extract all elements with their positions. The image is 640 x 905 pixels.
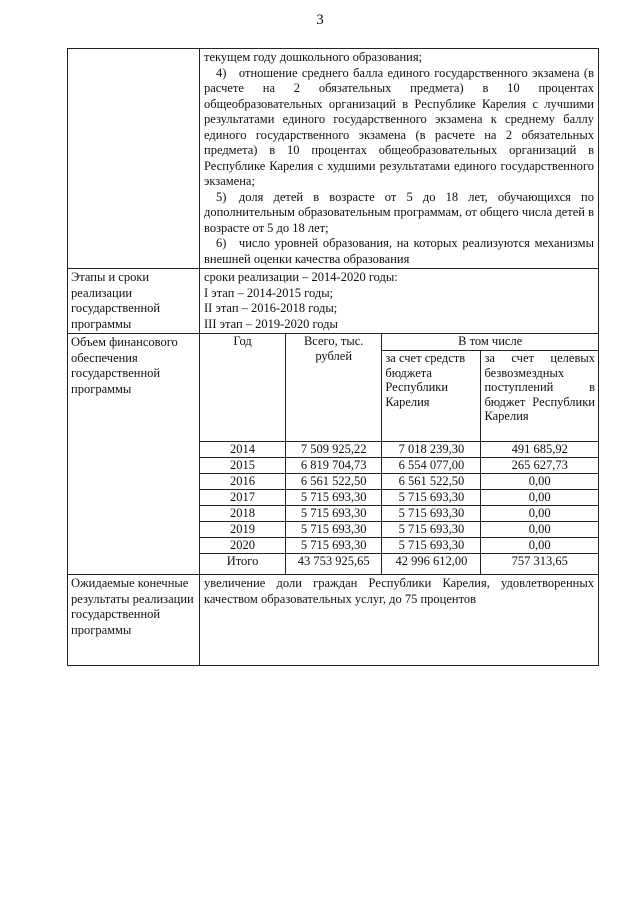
stages-content-cell xyxy=(200,269,599,334)
total-cell: 6 561 522,50 xyxy=(286,474,382,490)
grants-cell: 0,00 xyxy=(481,490,598,506)
total-cell: 5 715 693,30 xyxy=(286,490,382,506)
total-row-label: Итого xyxy=(200,554,286,575)
col-header-including: В том числе xyxy=(382,334,598,351)
col-header-budget: за счет средств бюджета Республики Карелия xyxy=(382,351,481,442)
total-cell: 7 509 925,22 xyxy=(286,442,382,458)
indicator-line-0: текущем году дошкольного образования; xyxy=(204,50,423,64)
results-label: Ожидаемые конечные результаты реализации государственной программы xyxy=(68,575,200,666)
stages-label: Этапы и сроки реализации государственной программы xyxy=(68,269,200,334)
total-row-grants: 757 313,65 xyxy=(481,554,598,575)
year-cell: 2020 xyxy=(200,538,286,554)
stages-row xyxy=(68,269,599,334)
passport-table xyxy=(67,48,599,666)
finance-data-row xyxy=(200,442,598,458)
col-header-total: Всего, тыс. рублей xyxy=(286,334,382,442)
year-cell: 2017 xyxy=(200,490,286,506)
finance-data-row xyxy=(200,458,598,474)
stages-line-1: сроки реализации – 2014-2020 годы: xyxy=(204,270,398,284)
results-content-cell xyxy=(200,575,599,666)
finance-data-row xyxy=(200,490,598,506)
indicator-item-5: 5) доля детей в возрасте от 5 до 18 лет, обучающихся по дополнительным образовательным программам, от общего числа детей в возрасте от 5 до 18 лет; xyxy=(204,189,594,235)
year-cell: 2018 xyxy=(200,506,286,522)
indicator-item-6: 6) число уровней образования, на которых реализуются механизмы внешней оценки качества образования xyxy=(204,236,594,266)
total-row-budget: 42 996 612,00 xyxy=(382,554,481,575)
year-cell: 2015 xyxy=(200,458,286,474)
finance-total-row xyxy=(200,554,598,575)
finance-data-row xyxy=(200,506,598,522)
col-header-grants: за счет целевых безвозмездных поступлений в бюджет Республики Карелия xyxy=(481,351,598,442)
grants-cell: 0,00 xyxy=(481,538,598,554)
results-row xyxy=(68,575,599,666)
finance-table xyxy=(200,334,598,574)
page-number: 3 xyxy=(316,12,324,28)
budget-cell: 5 715 693,30 xyxy=(382,522,481,538)
finance-data-row xyxy=(200,474,598,490)
finance-data-row xyxy=(200,538,598,554)
stages-line-4: III этап – 2019-2020 годы xyxy=(204,316,338,331)
results-text: увеличение доли граждан Республики Карелия, удовлетворенных качеством образовательных услуг, до 75 процентов xyxy=(204,576,594,606)
finance-content-cell xyxy=(200,334,599,575)
grants-cell: 0,00 xyxy=(481,522,598,538)
budget-cell: 6 554 077,00 xyxy=(382,458,481,474)
year-cell: 2016 xyxy=(200,474,286,490)
stages-line-3: II этап – 2016-2018 годы; xyxy=(204,301,338,315)
col-header-year: Год xyxy=(200,334,286,442)
stages-line-2: I этап – 2014-2015 годы; xyxy=(204,285,334,300)
indicators-label-cell xyxy=(68,49,200,269)
total-cell: 5 715 693,30 xyxy=(286,522,382,538)
total-cell: 5 715 693,30 xyxy=(286,538,382,554)
finance-row xyxy=(68,334,599,575)
budget-cell: 5 715 693,30 xyxy=(382,538,481,554)
total-cell: 5 715 693,30 xyxy=(286,506,382,522)
grants-cell: 491 685,92 xyxy=(481,442,598,458)
budget-cell: 6 561 522,50 xyxy=(382,474,481,490)
total-cell: 6 819 704,73 xyxy=(286,458,382,474)
total-row-total: 43 753 925,65 xyxy=(286,554,382,575)
budget-cell: 5 715 693,30 xyxy=(382,490,481,506)
indicators-content-cell xyxy=(200,49,599,269)
grants-cell: 0,00 xyxy=(481,506,598,522)
year-cell: 2014 xyxy=(200,442,286,458)
grants-cell: 0,00 xyxy=(481,474,598,490)
grants-cell: 265 627,73 xyxy=(481,458,598,474)
indicators-row xyxy=(68,49,599,269)
budget-cell: 5 715 693,30 xyxy=(382,506,481,522)
indicator-item-4: 4) отношение среднего балла единого государственного экзамена (в расчете на 2 обязательных предмета) в 10 процентах общеобразовательных организаций в Республике Карелия с лучшими результатами единого государственного экзамена к среднему баллу единого государственного экзамена (в расчете на 2 обязательных предмета) в 10 процентах общеобразовательных организаций в Республике Карелия с худшими результатами единого государственного экзамена; xyxy=(204,65,594,188)
finance-data-row xyxy=(200,522,598,538)
year-cell: 2019 xyxy=(200,522,286,538)
finance-label: Объем финансового обеспечения государственной программы xyxy=(68,334,200,575)
budget-cell: 7 018 239,30 xyxy=(382,442,481,458)
